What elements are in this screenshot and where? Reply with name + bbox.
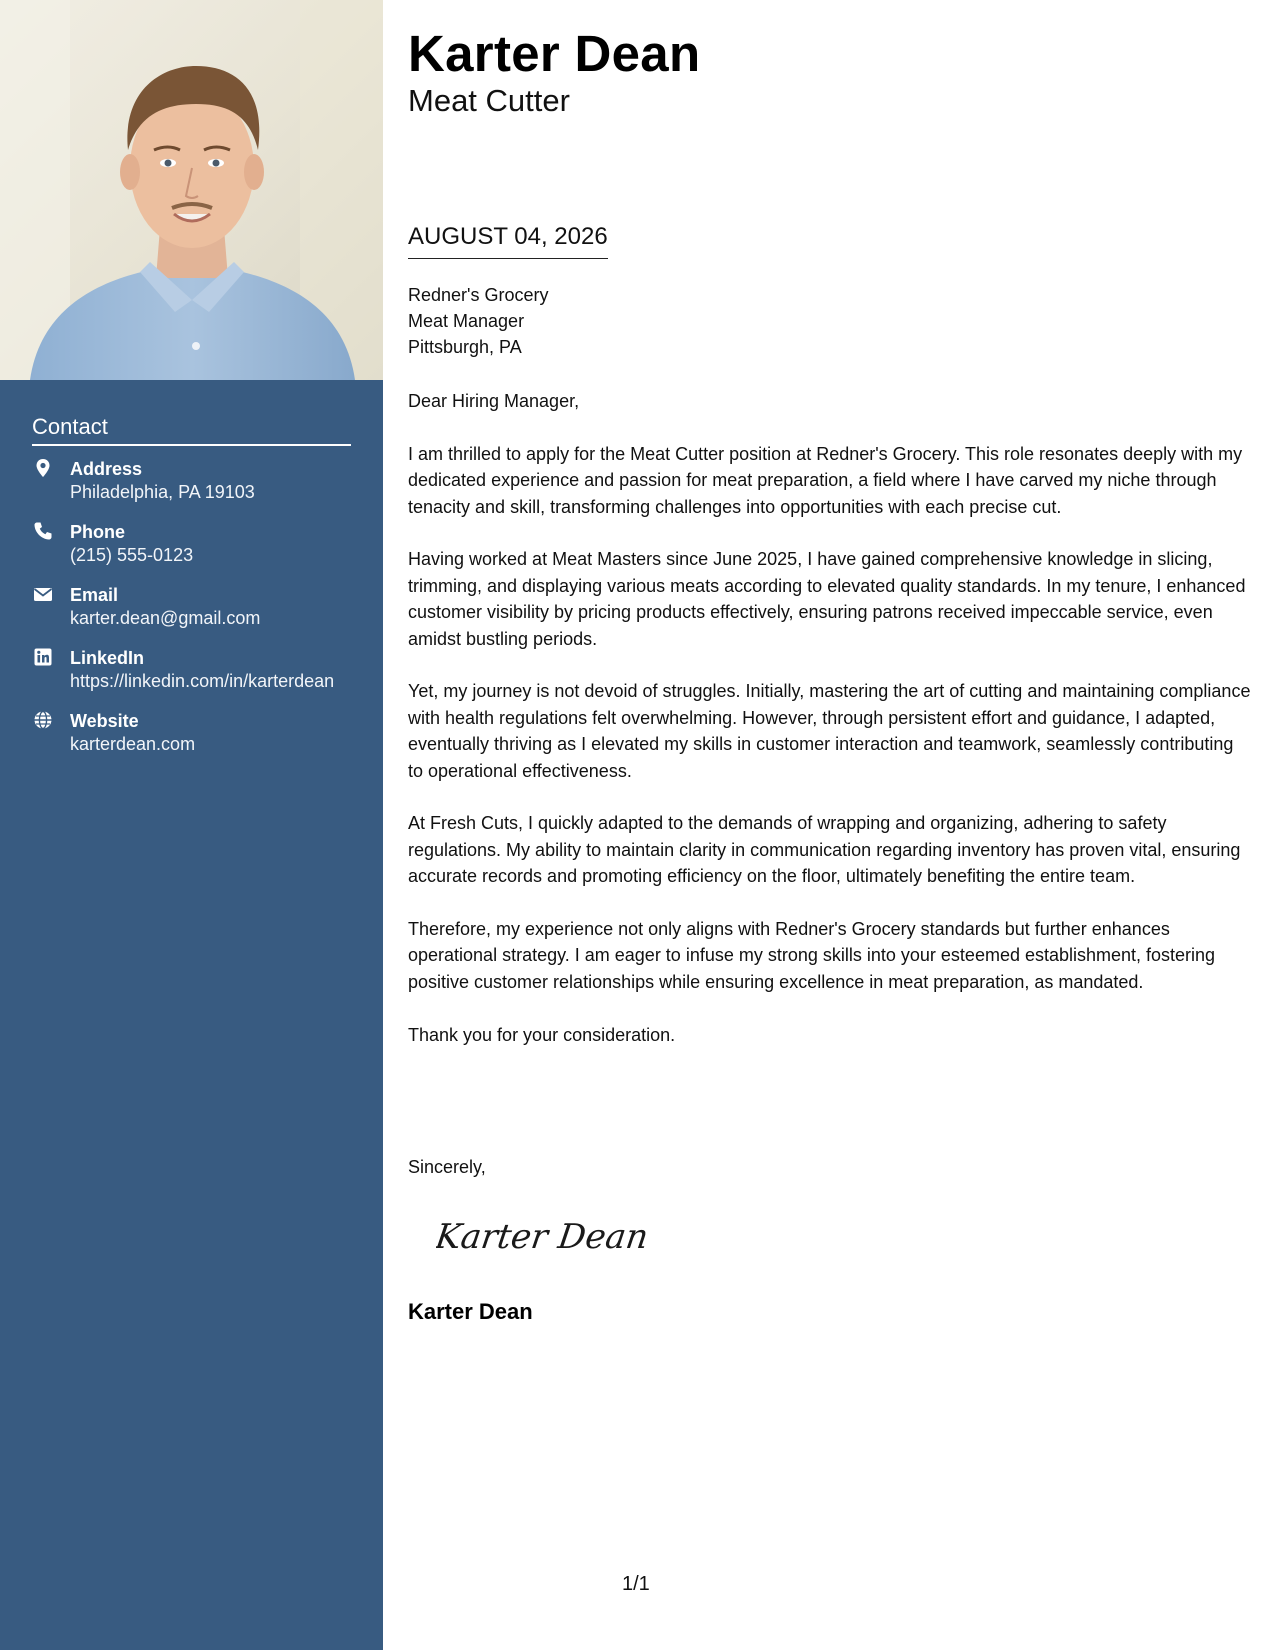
contact-label: LinkedIn [70,648,145,668]
globe-icon [33,710,53,730]
linkedin-value[interactable]: https://linkedin.com/in/karterdean [70,671,335,691]
thank-you-line: Thank you for your consideration. [408,1024,676,1045]
contact-phone [32,520,351,567]
phone-value[interactable]: (215) 555-0123 [70,545,194,565]
email-value[interactable]: karter.dean@gmail.com [70,608,261,628]
profile-photo [0,0,383,380]
job-title: Meat Cutter [408,83,570,118]
contact-heading: Contact [32,414,351,446]
contact-email [32,583,351,630]
letter-date: AUGUST 04, 2026 [408,222,608,259]
sidebar [0,0,383,1650]
recipient-role: Meat Manager [408,311,525,331]
closing: Sincerely, [408,1157,486,1177]
contact-website [32,709,351,756]
body-paragraph: Yet, my journey is not devoid of struggles. Initially, mastering the art of cutting and maintaining compliance with health regulations felt overwhelming. However, through persistent effort and guidance, I adapted, eventually thriving as I elevated my skills in customer interaction and teamwork, seamlessly contributing to operational effectiveness. [408,681,1251,781]
contact-address [32,457,351,504]
recipient-block [408,282,548,360]
recipient-location: Pittsburgh, PA [408,337,522,357]
body-paragraph: At Fresh Cuts, I quickly adapted to the demands of wrapping and organizing, adhering to safety regulations. My ability to maintain clarity in communication regarding inventory has proven vital, ensuring accurate records and promoting efficiency on the floor, ultimately benefiting the entire team. [408,813,1241,887]
body-paragraph: Therefore, my experience not only aligns with Redner's Grocery standards but further enhances operational strategy. I am eager to infuse my strong skills into your esteemed establishment, fostering positive customer relationships while ensuring excellence in meat preparation, as mandated. [408,919,1216,992]
phone-icon [33,521,53,541]
contact-label: Email [70,585,119,605]
contact-linkedin [32,646,351,693]
envelope-icon [33,584,53,604]
recipient-company: Redner's Grocery [408,285,549,305]
page-number: 1/1 [622,1573,650,1595]
contact-section [32,414,351,772]
letter-body [408,388,1253,1074]
location-pin-icon [33,458,53,478]
handwritten-signature [436,1206,646,1271]
body-paragraph: Having worked at Meat Masters since June 2025, I have gained comprehensive knowledge in slicing, trimming, and displaying various meats according to elevated quality standards. In my tenure, I enhanced customer visibility by pricing products effectively, ensuring patrons received impeccable service, even amidst bustling periods. [408,549,1246,649]
body-paragraph: I am thrilled to apply for the Meat Cutter position at Redner's Grocery. This role resonates deeply with my dedicated experience and passion for meat preparation, a field where I have carved my niche through tenacity and skill, transforming challenges into opportunities with each precise cut. [408,443,1243,517]
contact-label: Website [70,711,139,731]
signer-name: Karter Dean [408,1299,533,1324]
linkedin-icon [33,647,53,667]
contact-label: Address [70,459,143,479]
svg-text:Karter Dean: Karter Dean [436,1217,646,1257]
contact-label: Phone [70,522,126,542]
salutation: Dear Hiring Manager, [408,391,580,411]
address-value: Philadelphia, PA 19103 [70,482,255,502]
applicant-name: Karter Dean [408,25,701,82]
website-value[interactable]: karterdean.com [70,734,196,754]
